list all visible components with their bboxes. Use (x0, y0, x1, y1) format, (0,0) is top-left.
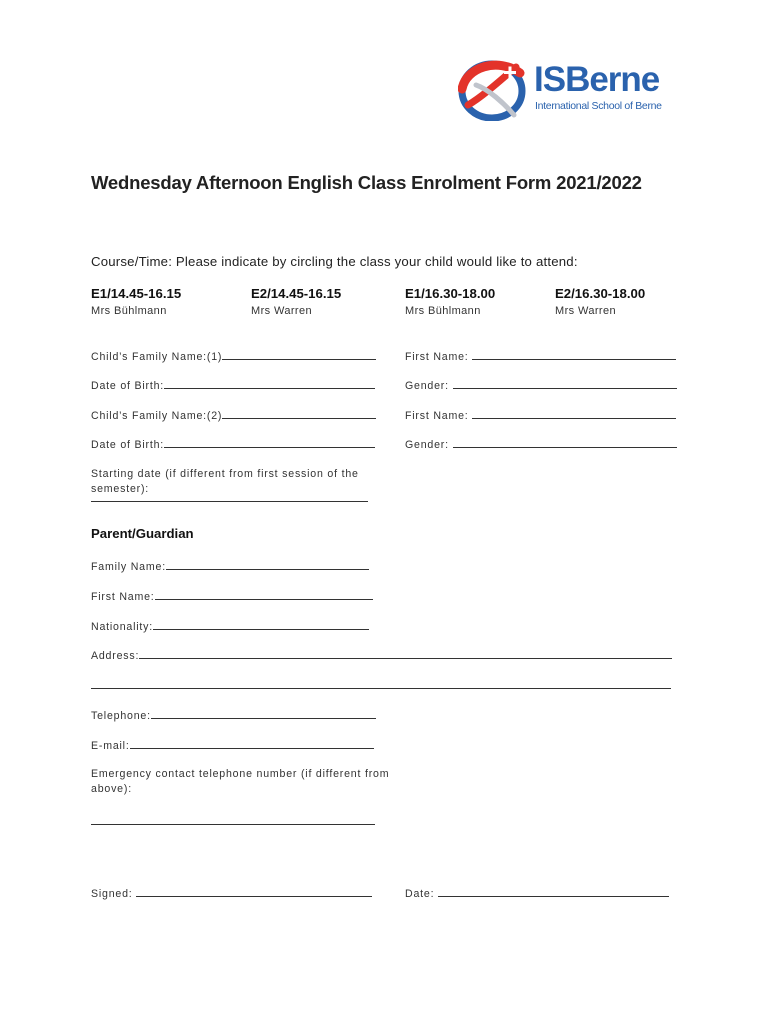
field-label: Address: (91, 650, 140, 662)
field-label: Nationality: (91, 621, 154, 633)
answer-line[interactable] (91, 497, 368, 502)
child1-gender-field[interactable] (405, 378, 677, 392)
parent-first-name-field[interactable] (91, 589, 373, 603)
emergency-answer-line[interactable] (91, 814, 375, 828)
course-option-4[interactable] (555, 286, 645, 317)
course-code: E2/14.45-16.15 (251, 286, 342, 301)
field-label: Gender: (405, 380, 449, 392)
address-continuation-line[interactable] (91, 678, 671, 692)
signed-field[interactable] (91, 886, 372, 900)
answer-line[interactable] (91, 678, 671, 689)
starting-date-field[interactable] (91, 467, 366, 502)
field-label: Gender: (405, 439, 449, 451)
field-label: Date: (405, 888, 435, 900)
field-label: Child’s Family Name:(2) (91, 410, 223, 422)
logo-subtitle: International School of Berne (535, 100, 662, 112)
course-teacher: Mrs Warren (251, 305, 313, 317)
child2-dob-field[interactable] (91, 437, 375, 451)
parent-nationality-field[interactable] (91, 619, 369, 633)
field-label: First Name: (405, 410, 469, 422)
child2-family-name-field[interactable] (91, 408, 376, 422)
child2-gender-field[interactable] (405, 437, 677, 451)
field-label: Telephone: (91, 710, 151, 722)
answer-line[interactable] (222, 408, 376, 419)
field-label: E-mail: (91, 740, 130, 752)
answer-line[interactable] (164, 437, 375, 448)
answer-line[interactable] (472, 408, 676, 419)
field-label: Emergency contact telephone number (if different from above): (91, 768, 390, 795)
course-code: E2/16.30-18.00 (555, 286, 646, 301)
answer-line[interactable] (155, 589, 373, 600)
answer-line[interactable] (472, 349, 676, 360)
parent-family-name-field[interactable] (91, 559, 369, 573)
field-label: Starting date (if different from first session of the semester): (91, 468, 359, 495)
course-teacher: Mrs Bühlmann (405, 305, 481, 317)
globe-logo-icon (458, 59, 530, 121)
parent-guardian-heading: Parent/Guardian (91, 526, 194, 541)
field-label: Date of Birth: (91, 439, 165, 451)
answer-line[interactable] (164, 378, 375, 389)
answer-line[interactable] (453, 437, 677, 448)
answer-line[interactable] (91, 814, 375, 825)
course-code: E1/14.45-16.15 (91, 286, 182, 301)
answer-line[interactable] (139, 648, 672, 659)
course-instruction: Course/Time: Please indicate by circling the class your child would like to attend: (91, 254, 578, 269)
course-option-2[interactable] (251, 286, 341, 317)
parent-telephone-field[interactable] (91, 708, 376, 722)
field-label: Child’s Family Name:(1) (91, 351, 223, 363)
answer-line[interactable] (130, 738, 374, 749)
answer-line[interactable] (166, 559, 369, 570)
field-label: Family Name: (91, 561, 166, 573)
child2-first-name-field[interactable] (405, 408, 676, 422)
child1-dob-field[interactable] (91, 378, 375, 392)
school-logo (458, 57, 680, 121)
date-field[interactable] (405, 886, 669, 900)
field-label: First Name: (91, 591, 155, 603)
emergency-contact-field[interactable] (91, 767, 391, 797)
answer-line[interactable] (438, 886, 669, 897)
child1-family-name-field[interactable] (91, 349, 376, 363)
logo-wordmark: ISBerne (534, 60, 660, 99)
parent-email-field[interactable] (91, 738, 374, 752)
field-label: Signed: (91, 888, 133, 900)
course-option-3[interactable] (405, 286, 495, 317)
form-title: Wednesday Afternoon English Class Enrolment Form 2021/2022 (91, 172, 642, 193)
course-teacher: Mrs Warren (555, 305, 617, 317)
answer-line[interactable] (222, 349, 376, 360)
course-teacher: Mrs Bühlmann (91, 305, 167, 317)
course-code: E1/16.30-18.00 (405, 286, 496, 301)
answer-line[interactable] (151, 708, 376, 719)
child1-first-name-field[interactable] (405, 349, 676, 363)
parent-address-field[interactable] (91, 648, 672, 662)
field-label: First Name: (405, 351, 469, 363)
course-option-1[interactable] (91, 286, 181, 317)
field-label: Date of Birth: (91, 380, 165, 392)
answer-line[interactable] (453, 378, 677, 389)
answer-line[interactable] (136, 886, 372, 897)
answer-line[interactable] (153, 619, 369, 630)
